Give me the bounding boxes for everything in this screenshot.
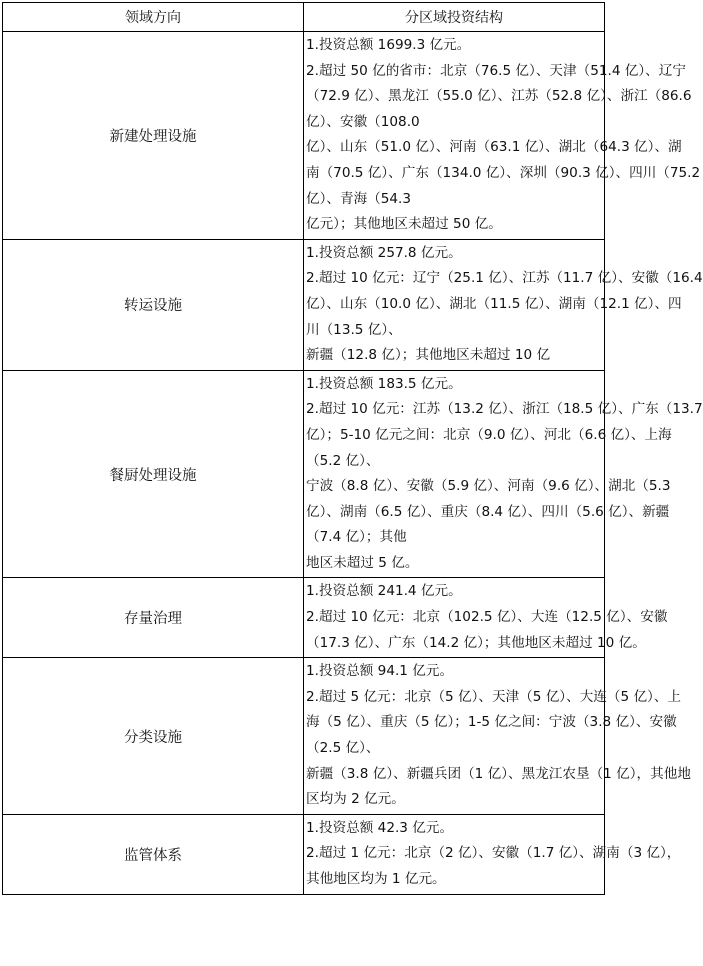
text-line: 海（5 亿）、重庆（5 亿）；1-5 亿之间：宁波（3.8 亿）、安徽 xyxy=(306,714,677,731)
text-line: （7.4 亿）；其他 xyxy=(306,529,407,546)
text-line: 2.超过 5 亿元：北京（5 亿）、天津（5 亿）、大连（5 亿）、上 xyxy=(306,688,682,705)
text-line: 亿）；5-10 亿元之间：北京（9.0 亿）、河北（6.6 亿）、上海 xyxy=(306,426,672,443)
text-line: 其他地区均为 1 亿元。 xyxy=(306,871,446,887)
text-line: 南（70.5 亿）、广东（134.0 亿）、深圳（90.3 亿）、四川（75.2 xyxy=(306,164,701,181)
text-line: 亿）、山东（51.0 亿）、河南（63.1 亿）、湖北（64.3 亿）、湖 xyxy=(306,139,682,156)
text-line: 2.超过 1 亿元：北京（2 亿）、安徽（1.7 亿）、湖南（3 亿）， xyxy=(306,845,681,862)
field-cell: 新建处理设施 xyxy=(3,32,304,240)
structure-cell xyxy=(304,32,701,240)
structure-cell xyxy=(304,658,691,815)
structure-cell xyxy=(304,370,703,578)
table-row xyxy=(3,578,605,658)
text-line: （5.2 亿）、 xyxy=(306,452,380,469)
structure-cell xyxy=(304,578,668,658)
field-cell: 餐厨处理设施 xyxy=(3,370,304,578)
field-cell: 转运设施 xyxy=(3,239,304,370)
text-line: 2.超过 10 亿元：江苏（13.2 亿）、浙江（18.5 亿）、广东（13.7 xyxy=(306,401,703,418)
table-row xyxy=(3,658,605,815)
text-line: 2.超过 10 亿元：北京（102.5 亿）、大连（12.5 亿）、安徽 xyxy=(306,609,668,626)
text-line: 亿）、青海（54.3 xyxy=(306,190,412,207)
text-line: 2.超过 50 亿的省市：北京（76.5 亿）、天津（51.4 亿）、辽宁 xyxy=(306,62,686,79)
investment-structure-table xyxy=(2,2,703,895)
structure-cell xyxy=(304,814,681,894)
field-cell: 监管体系 xyxy=(3,814,304,894)
text-line: （2.5 亿）、 xyxy=(306,740,380,757)
text-line: 川（13.5 亿）、 xyxy=(306,321,402,338)
text-line: 亿）、山东（10.0 亿）、湖北（11.5 亿）、湖南（12.1 亿）、四 xyxy=(306,295,682,312)
header-field: 领域方向 xyxy=(3,3,304,32)
structure-cell xyxy=(304,239,703,370)
text-line: 亿）、安徽（108.0 xyxy=(306,113,420,130)
field-cell: 存量治理 xyxy=(3,578,304,658)
header-structure: 分区域投资结构 xyxy=(304,3,605,32)
text-line: 1.投资总额 94.1 亿元。 xyxy=(306,663,454,680)
text-line: （72.9 亿）、黑龙江（55.0 亿）、江苏（52.8 亿）、浙江（86.6 xyxy=(306,88,692,105)
text-line: 区均为 2 亿元。 xyxy=(306,791,405,808)
text-line: 亿元）；其他地区未超过 50 亿。 xyxy=(306,216,502,233)
text-line: （17.3 亿）、广东（14.2 亿）；其他地区未超过 10 亿。 xyxy=(306,634,646,651)
text-line: 1.投资总额 257.8 亿元。 xyxy=(306,244,462,261)
text-line: 地区未超过 5 亿。 xyxy=(306,554,419,571)
table-row xyxy=(3,32,605,240)
field-cell: 分类设施 xyxy=(3,658,304,815)
text-line: 1.投资总额 1699.3 亿元。 xyxy=(306,37,471,53)
table-row xyxy=(3,814,605,894)
text-line: 新疆（12.8 亿）；其他地区未超过 10 亿 xyxy=(306,347,551,364)
text-line: 亿）、湖南（6.5 亿）、重庆（8.4 亿）、四川（5.6 亿）、新疆 xyxy=(306,503,670,520)
text-line: 1.投资总额 183.5 亿元。 xyxy=(306,375,462,392)
table-row xyxy=(3,239,605,370)
text-line: 新疆（3.8 亿）、新疆兵团（1 亿）、黑龙江农垦（1 亿），其他地 xyxy=(306,765,691,782)
text-line: 宁波（8.8 亿）、安徽（5.9 亿）、河南（9.6 亿）、湖北（5.3 xyxy=(306,478,671,495)
text-line: 2.超过 10 亿元：辽宁（25.1 亿）、江苏（11.7 亿）、安徽（16.4 xyxy=(306,270,703,287)
header-row xyxy=(3,3,605,32)
text-line: 1.投资总额 241.4 亿元。 xyxy=(306,583,462,600)
text-line: 1.投资总额 42.3 亿元。 xyxy=(306,819,454,836)
table-row xyxy=(3,370,605,578)
